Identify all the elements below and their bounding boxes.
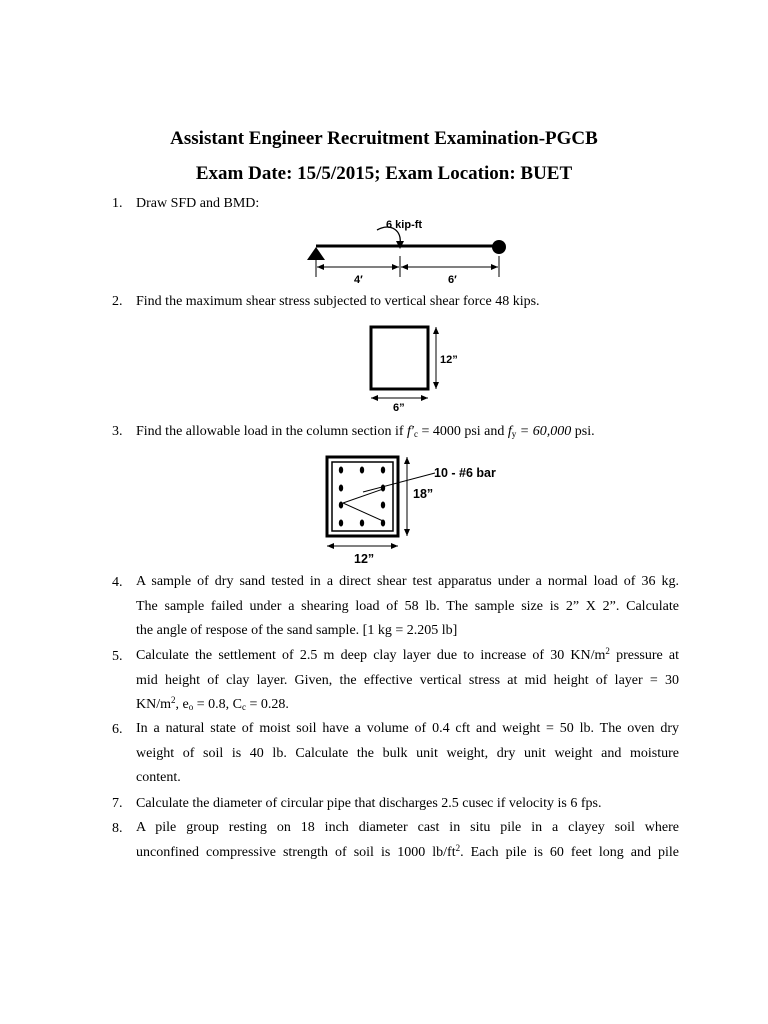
rebar-dot bbox=[339, 520, 343, 527]
question-8-number: 8. bbox=[112, 821, 123, 836]
question-4-number: 4. bbox=[112, 575, 123, 590]
dim-arrow-icon bbox=[371, 395, 378, 401]
page-title-line-2: Exam Date: 15/5/2015; Exam Location: BUET bbox=[195, 163, 573, 184]
height-label: 18” bbox=[413, 487, 434, 501]
dim-arrow-icon bbox=[433, 382, 439, 389]
rebar-dot bbox=[360, 520, 364, 527]
moment-label: 6 kip-ft bbox=[386, 219, 423, 231]
dim-arrow-icon bbox=[421, 395, 428, 401]
rebar-dot bbox=[339, 502, 343, 509]
question-2-number: 2. bbox=[112, 294, 123, 309]
column-section-diagram bbox=[320, 452, 510, 572]
rebar-dot bbox=[360, 467, 364, 474]
rebar-dot bbox=[381, 502, 385, 509]
right-span-label: 6′ bbox=[448, 274, 457, 286]
width-label: 12” bbox=[354, 552, 375, 566]
rebar-dot bbox=[381, 467, 385, 474]
bar-label: 10 - #6 bar bbox=[434, 466, 496, 480]
dim-arrow-icon bbox=[392, 264, 399, 270]
question-3-text: Find the allowable load in the column section if $f'_c = 4000$ psi and $f_y = 60,000$ psi. bbox=[136, 424, 595, 439]
question-1-number: 1. bbox=[112, 196, 123, 211]
question-6-number: 6. bbox=[112, 722, 123, 737]
dim-arrow-icon bbox=[317, 264, 324, 270]
question-8-text: A pile group resting on 18 inch diameter cast in situ pile in a clayey soil where unconfined compressive strength of soil is 1000 $lb/ft^2$. Each pile is 60 feet long and pile bbox=[136, 820, 680, 860]
height-label: 12” bbox=[440, 354, 458, 366]
question-4-text: A sample of dry sand tested in a direct shear test apparatus under a normal load of 36 kg. The sample failed under a shearing load of 58 lb. The sample size is 2” X 2”. Calculate the angle of respose of the sand sample. [1 kg = 2.205 lb] bbox=[136, 574, 679, 638]
width-label: 6” bbox=[393, 402, 405, 414]
section-outline bbox=[371, 327, 428, 389]
question-7-number: 7. bbox=[112, 796, 123, 811]
left-span-label: 4′ bbox=[354, 274, 363, 286]
beam-diagram bbox=[300, 216, 510, 286]
rectangular-section-diagram bbox=[365, 322, 475, 412]
dim-arrow-icon bbox=[404, 529, 410, 536]
leader-line bbox=[343, 503, 383, 521]
dim-arrow-icon bbox=[327, 543, 334, 549]
question-5-text: Calculate the settlement of 2.5 m deep clay layer due to increase of 30 $KN/m^2$ pressure at mid height of clay layer. Given, the effective vertical stress at mid height of layer = 30 $KN/m^2$, $e_o = 0.8$, $C_c = 0.28$. bbox=[136, 646, 679, 712]
question-2-text: Find the maximum shear stress subjected to vertical shear force 48 kips. bbox=[136, 294, 540, 309]
fy-symbol: f bbox=[507, 424, 512, 439]
page-title-line-1: Assistant Engineer Recruitment Examination-PGCB bbox=[170, 128, 598, 149]
dim-arrow-icon bbox=[433, 327, 439, 334]
question-3-number: 3. bbox=[112, 424, 123, 439]
question-7-text: Calculate the diameter of circular pipe that discharges 2.5 cusec if velocity is 6 fps. bbox=[136, 796, 602, 811]
leader-line bbox=[343, 489, 383, 503]
fc-symbol: f′ bbox=[407, 424, 414, 439]
dim-arrow-icon bbox=[491, 264, 498, 270]
dim-arrow-icon bbox=[401, 264, 408, 270]
roller-support-icon bbox=[492, 240, 506, 254]
rebar-dot bbox=[339, 467, 343, 474]
question-6-text: In a natural state of moist soil have a volume of 0.4 cft and weight = 50 lb. The oven dry weight of soil is 40 lb. Calculate the bulk unit weight, dry unit weight and moisture content. bbox=[136, 721, 679, 785]
question-1-text: Draw SFD and BMD: bbox=[136, 196, 260, 211]
dim-arrow-icon bbox=[404, 457, 410, 464]
rebar-dot bbox=[339, 485, 343, 492]
dim-arrow-icon bbox=[391, 543, 398, 549]
question-5-number: 5. bbox=[112, 649, 123, 664]
rebar-dot bbox=[381, 485, 385, 492]
